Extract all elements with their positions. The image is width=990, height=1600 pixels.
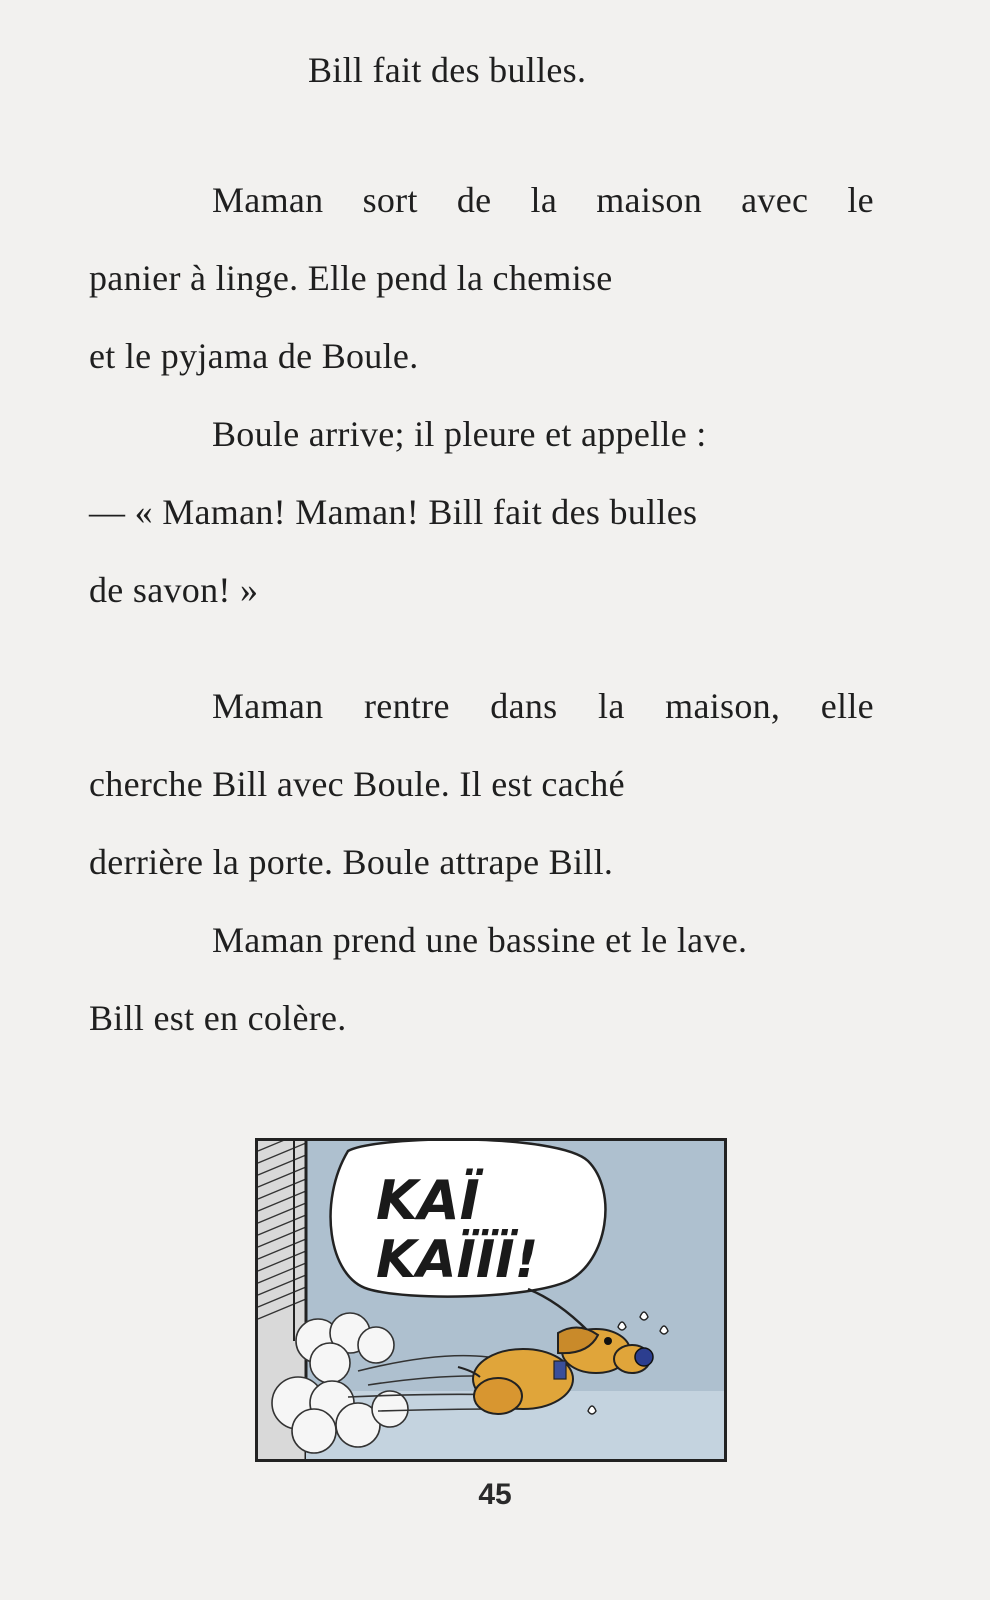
text-line-9: cherche Bill avec Boule. Il est caché [89,764,625,804]
sound-effect-line1: KAÏ [376,1169,480,1232]
comic-panel [255,1138,727,1462]
text-line-4: et le pyjama de Boule. [89,336,419,376]
text-line-10: derrière la porte. Boule attrape Bill. [89,842,614,882]
text-line-12: Bill est en colère. [89,998,347,1038]
bubble-tail [528,1289,588,1331]
text-line-3: panier à linge. Elle pend la chemise [89,258,613,298]
text-line-5: Boule arrive; il pleure et appelle : [212,414,707,454]
text-line-1: Bill fait des bulles. [308,50,587,90]
sound-effect-line2: KAÏÏÏ! [376,1230,539,1290]
text-line-8: Maman rentre dans la maison, elle [212,686,874,726]
comic-illustration [258,1141,724,1459]
text-line-6: — « Maman! Maman! Bill fait des bulles [89,492,698,532]
text-line-7: de savon! » [89,570,259,610]
page-number: 45 [478,1478,512,1511]
text-line-11: Maman prend une bassine et le lave. [212,920,748,960]
text-line-2: Maman sort de la maison avec le [212,180,874,220]
